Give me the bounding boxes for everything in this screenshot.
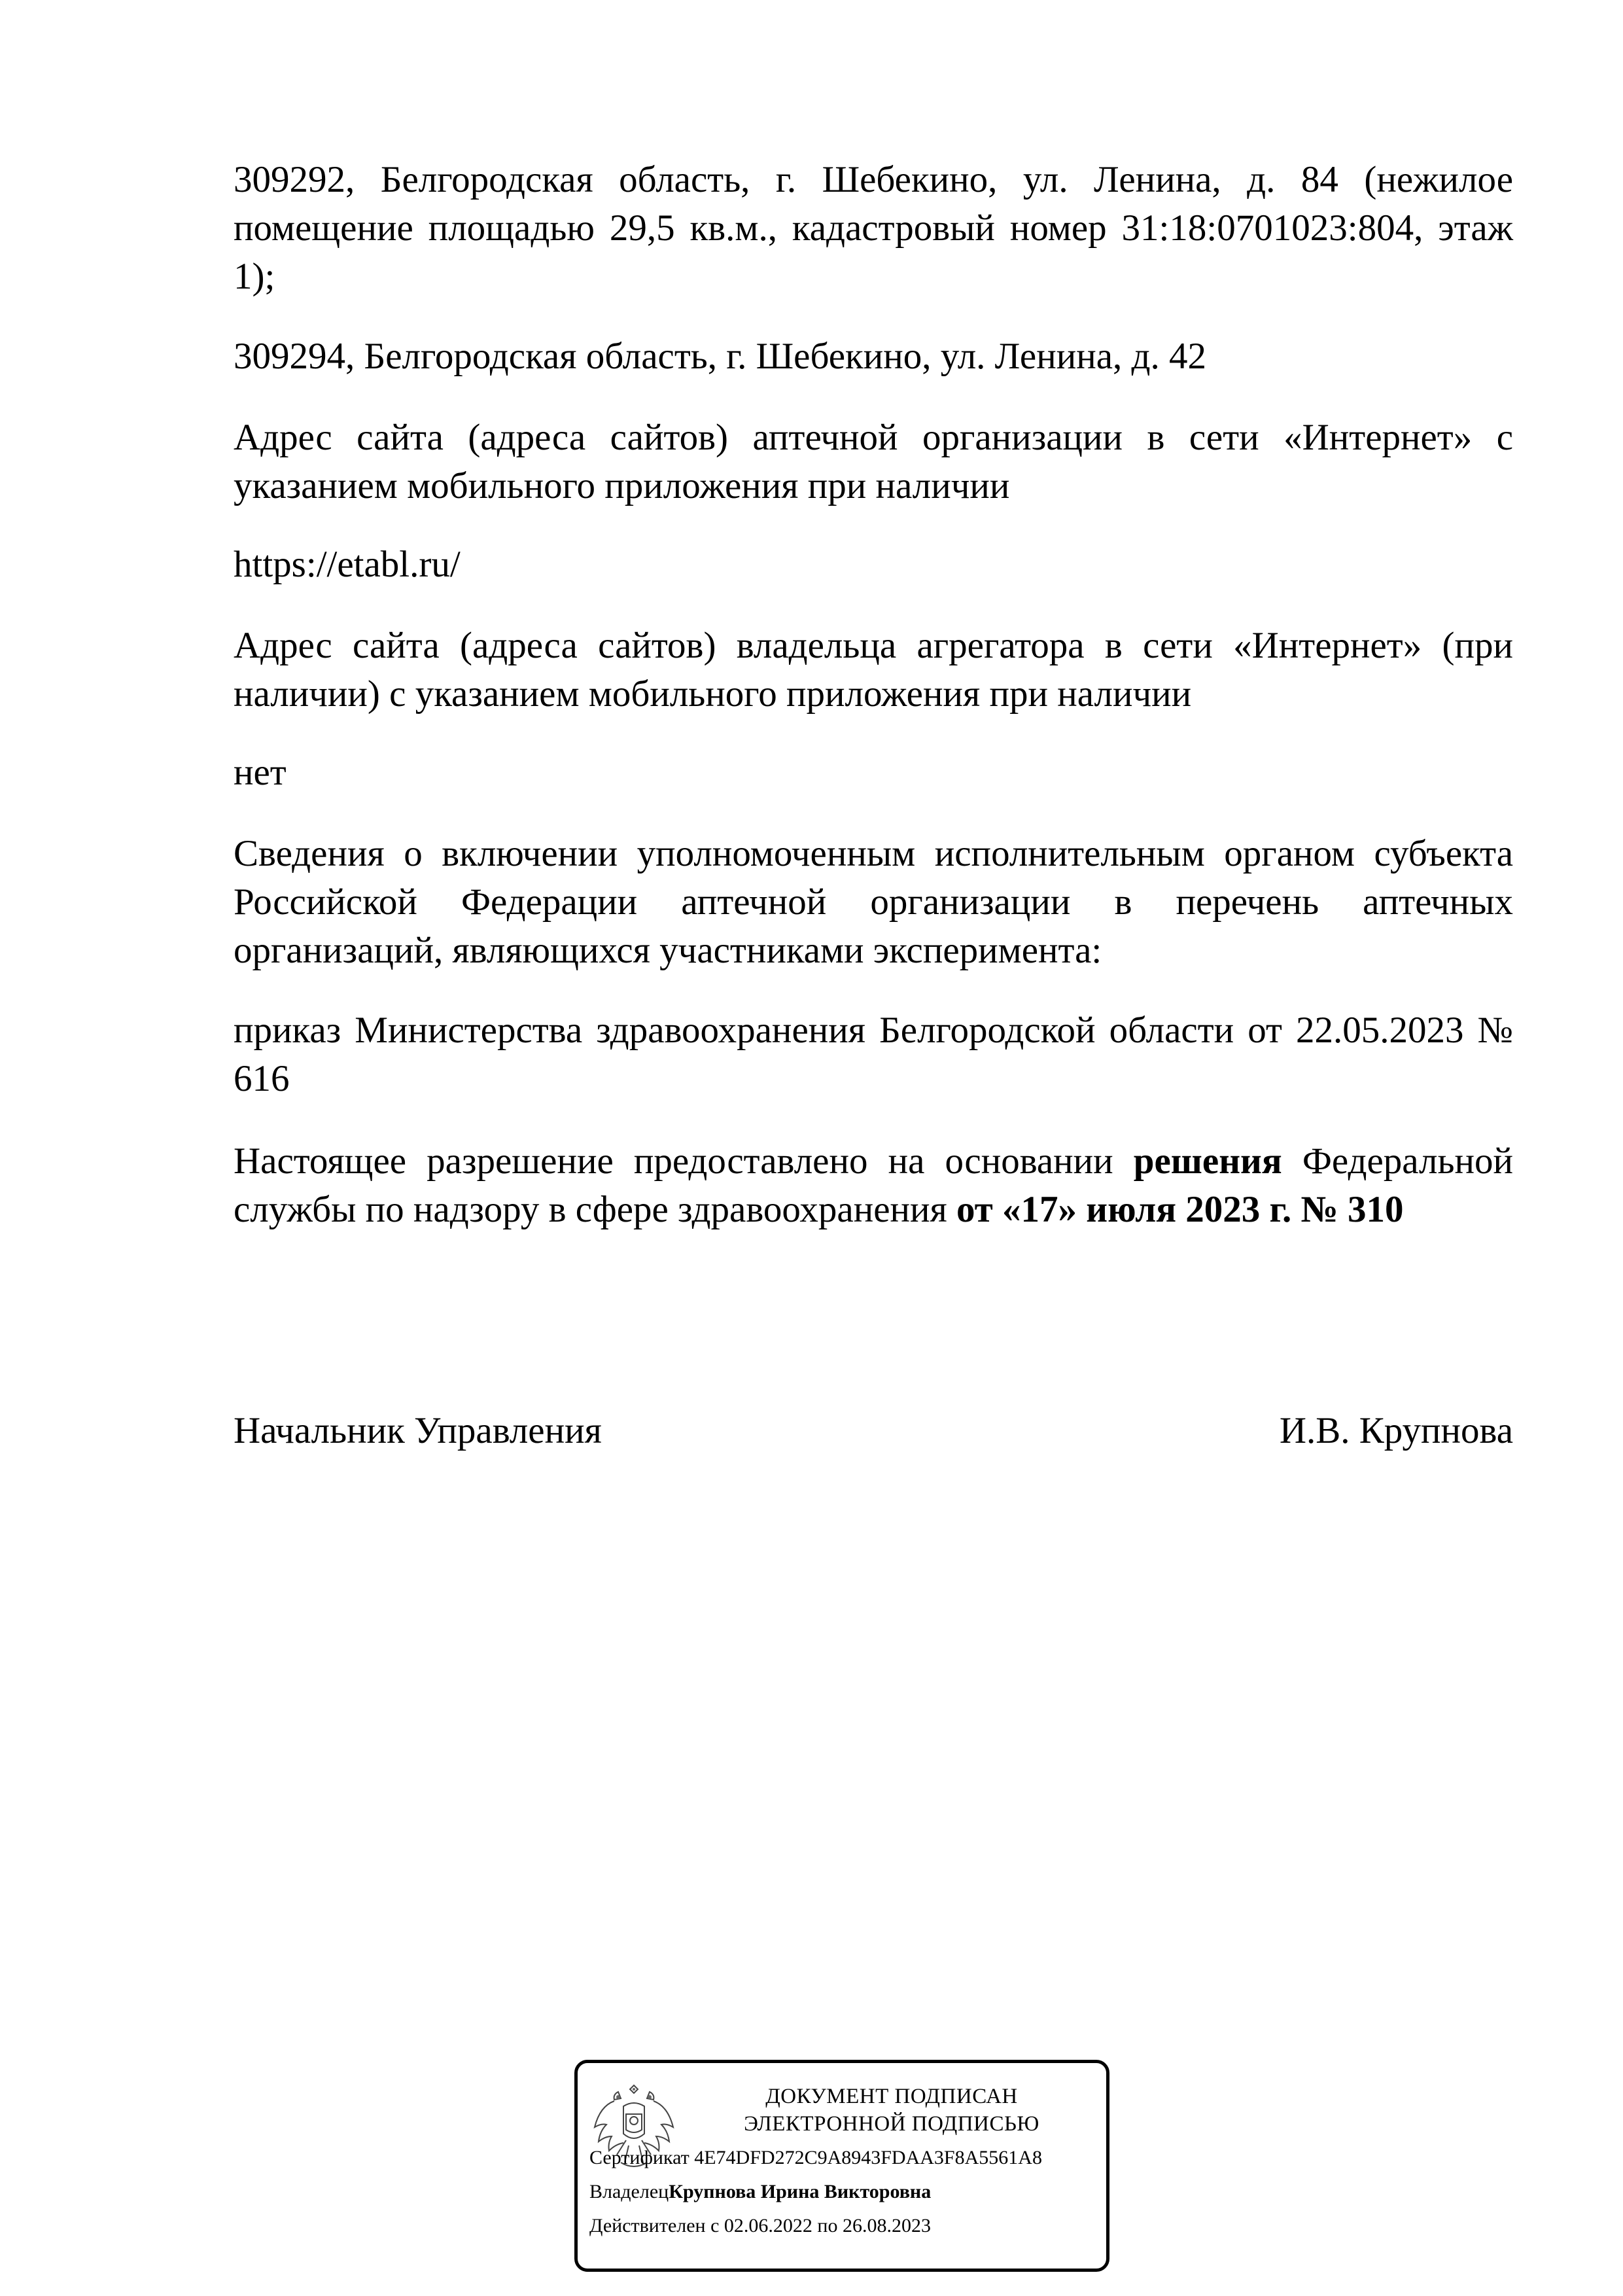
basis-text-2: Федеральной службы по надзору в сфере здравоохранения [234, 1140, 1513, 1230]
basis-paragraph [234, 1137, 1513, 1234]
address-paragraph-2: 309294, Белгородская область, г. Шебекино, ул. Ленина, д. 42 [234, 336, 1207, 377]
aggregator-site-value: нет [234, 752, 287, 793]
stamp-title [702, 2083, 1081, 2138]
owner-value: Крупнова Ирина Викторовна [669, 2181, 932, 2202]
owner-label: Владелец [589, 2181, 669, 2202]
inclusion-label: Сведения о включении уполномоченным исполнительным органом субъекта Российской Федерации аптечной организации в перечень аптечных организаций, являющихся участниками эксперимента: [234, 833, 1513, 971]
pharmacy-site-value: https://etabl.ru/ [234, 544, 461, 585]
stamp-title-line-2: ЭЛЕКТРОННОЙ ПОДПИСЬЮ [744, 2112, 1039, 2136]
stamp-validity: Действителен с 02.06.2022 по 26.08.2023 [589, 2215, 931, 2236]
aggregator-site-label: Адрес сайта (адреса сайтов) владельца агрегатора в сети «Интернет» (при наличии) с указанием мобильного приложения при наличии [234, 625, 1513, 715]
signer-name: И.В. Крупнова [1279, 1410, 1513, 1451]
pharmacy-site-label: Адрес сайта (адреса сайтов) аптечной организации в сети «Интернет» с указанием мобильного приложения при наличии [234, 417, 1513, 506]
electronic-signature-stamp [574, 2060, 1109, 2272]
signature-line [234, 1407, 1513, 1455]
signer-position: Начальник Управления [234, 1410, 602, 1451]
basis-decision-date: от «17» июля 2023 г. № 310 [956, 1189, 1404, 1230]
basis-decision-word: решения [1133, 1140, 1282, 1182]
inclusion-order: приказ Министерства здравоохранения Белгородской области от 22.05.2023 № 616 [234, 1010, 1513, 1099]
address-paragraph-1: 309292, Белгородская область, г. Шебекино, ул. Ленина, д. 84 (нежилое помещение площадью 29,5 кв.м., кадастровый номер 31:18:0701023:804, этаж 1); [234, 159, 1513, 297]
certificate-value: 4E74DFD272C9A8943FDAA3F8A5561A8 [694, 2147, 1042, 2168]
certificate-label: Сертификат [589, 2147, 689, 2168]
stamp-title-line-1: ДОКУМЕНТ ПОДПИСАН [765, 2085, 1018, 2108]
stamp-certificate [589, 2146, 1109, 2170]
basis-text-1: Настоящее разрешение предоставлено на основании [234, 1140, 1134, 1182]
stamp-owner [589, 2180, 1109, 2204]
